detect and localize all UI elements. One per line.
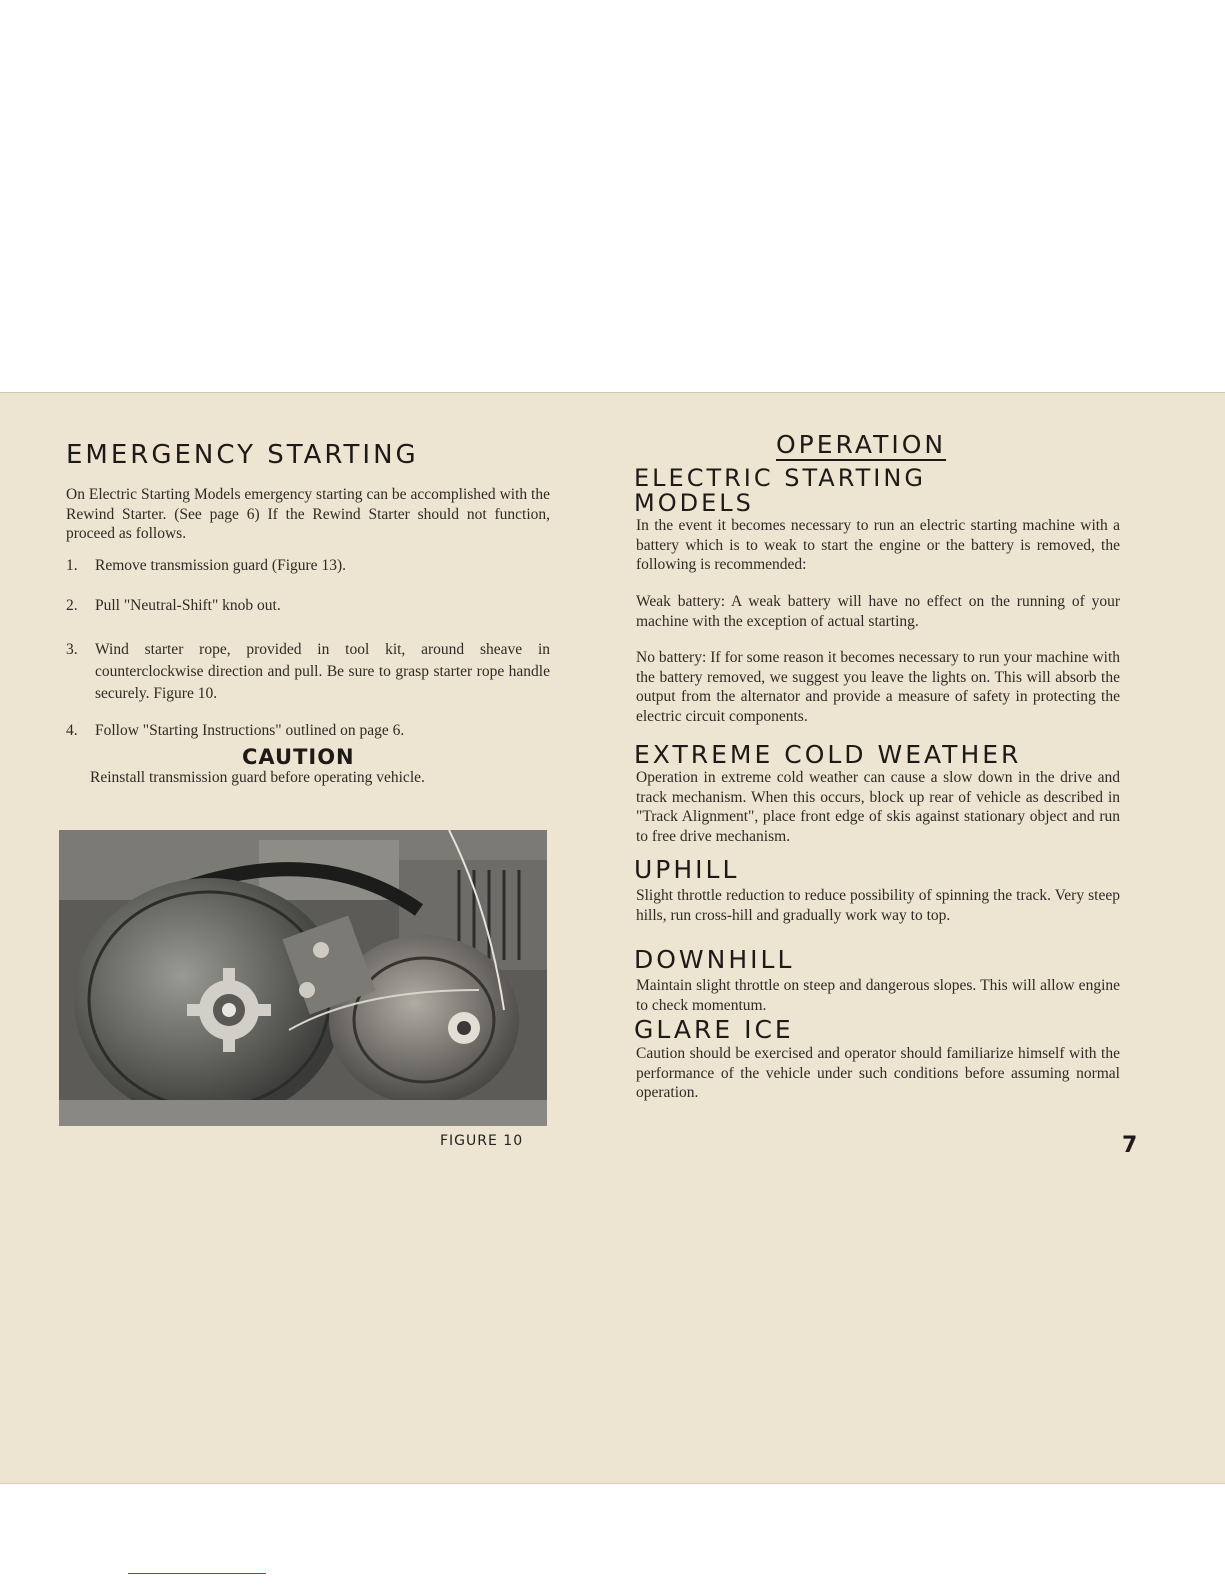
step-number: 2. bbox=[66, 597, 78, 614]
step-item bbox=[66, 555, 550, 577]
electric-starting-intro: In the event it becomes necessary to run an electric starting machine with a battery which is to weak to start the engine or the battery is removed, the following is recommended: bbox=[636, 517, 1120, 573]
operation-title: OPERATION bbox=[776, 430, 947, 459]
step-text: Follow "Starting Instructions" outlined on page 6. bbox=[95, 722, 405, 739]
no-battery-text: No battery: If for some reason it becomes necessary to run your machine with the battery removed, we suggest you leave the lights on. This will absorb the output from the alternator and provide a measure of safety in protecting the electric circuit components. bbox=[636, 649, 1120, 725]
uphill-text: Slight throttle reduction to reduce possibility of spinning the track. Very steep hills, run cross-hill and gradually work way to top. bbox=[636, 887, 1120, 924]
glare-ice-heading: GLARE ICE bbox=[634, 1015, 794, 1044]
page-number: 7 bbox=[1122, 1133, 1138, 1158]
downhill-heading: DOWNHILL bbox=[634, 945, 795, 974]
engine-drive-photo bbox=[59, 830, 547, 1126]
step-item bbox=[66, 639, 550, 705]
emergency-intro: On Electric Starting Models emergency starting can be accomplished with the Rewind Starter. (See page 6) If the Rewind Starter should not function, proceed as follows. bbox=[66, 486, 550, 542]
step-item bbox=[66, 720, 550, 742]
step-number: 4. bbox=[66, 722, 78, 739]
figure-caption: FIGURE 10 bbox=[440, 1133, 524, 1149]
emergency-starting-title: EMERGENCY STARTING bbox=[66, 440, 419, 470]
electric-starting-heading: ELECTRIC STARTING MODELS bbox=[634, 464, 926, 517]
weak-battery-text: Weak battery: A weak battery will have no effect on the running of your machine with the exception of actual starting. bbox=[636, 593, 1120, 630]
uphill-heading: UPHILL bbox=[634, 855, 740, 884]
step-text: Remove transmission guard (Figure 13). bbox=[95, 557, 346, 574]
engine-illustration bbox=[59, 830, 547, 1126]
caution-heading: CAUTION bbox=[242, 745, 355, 769]
step-text: Pull "Neutral-Shift" knob out. bbox=[95, 597, 281, 614]
cold-weather-heading: EXTREME COLD WEATHER bbox=[634, 740, 1022, 769]
step-text: Wind starter rope, provided in tool kit, around sheave in counterclockwise direction and pull. Be sure to grasp starter rope handle securely. Figure 10. bbox=[95, 641, 550, 702]
step-item bbox=[66, 595, 550, 617]
cold-weather-text: Operation in extreme cold weather can cause a slow down in the drive and track mechanism. When this occurs, block up rear of vehicle as described in "Track Alignment", place front edge of skis against stationary object and run to free drive mechanism. bbox=[636, 769, 1120, 845]
caution-text: Reinstall transmission guard before operating vehicle. bbox=[90, 769, 425, 786]
glare-ice-text: Caution should be exercised and operator should familiarize himself with the performance of the vehicle under such conditions before assuming normal operation. bbox=[636, 1045, 1120, 1101]
downhill-text: Maintain slight throttle on steep and dangerous slopes. This will allow engine to check momentum. bbox=[636, 977, 1120, 1014]
link-underline bbox=[128, 1573, 266, 1574]
step-number: 3. bbox=[66, 641, 78, 658]
step-number: 1. bbox=[66, 557, 78, 574]
